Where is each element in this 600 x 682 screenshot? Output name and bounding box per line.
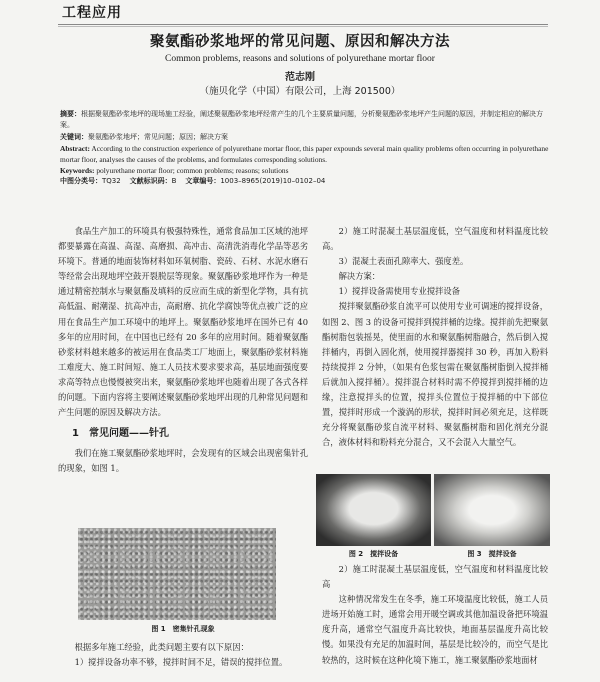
header-rule bbox=[58, 24, 548, 25]
abstract-cn bbox=[60, 108, 550, 131]
doc-code-value: B bbox=[171, 177, 177, 185]
solution-1-detail: 搅拌聚氨酯砂浆自流平可以使用专业可调速的搅拌设备，如图 2、图 3 的设备可搅拌到搅拌桶的边缘。搅拌前先把聚氨酯树脂包装摇晃，使里面的水和聚氨酯树脂融合，然后倒入搅拌桶内，再倒入固化剂，使用搅拌器搅拌 30 秒，再加入粉料持续搅拌 2 分钟，（如果有色浆包需在聚氨酯树脂倒入搅拌桶后就加入搅拌桶）。搅拌混合材料时需不停搅拌到搅拌桶的边缘，注意搅拌头的位置，搅拌头位置位于搅拌桶的中下部位置，搅拌时形成一个漩涡的形状，搅拌时间必须充足，这样既充分将聚氨酯砂浆自流平材料、聚氨酯树脂和固化剂充分混合，液体材料和粉料充分混合，又不会混入大量空气。 bbox=[322, 301, 548, 448]
keywords-en bbox=[60, 165, 550, 176]
paragraph-cause-1: 1）搅拌设备功率不够，搅拌时间不足，错误的搅拌位置。 bbox=[74, 657, 288, 668]
keywords-en-text: polyurethane mortar floor; common problems; reasons; solutions bbox=[96, 166, 289, 175]
left-column bbox=[58, 224, 308, 477]
paragraph-causes: 根据多年施工经验，此类问题主要有以下原因： bbox=[74, 642, 249, 652]
doc-code-label: 文献标识码： bbox=[129, 177, 172, 185]
solution-2: 2）施工时混凝土基层温度低，空气温度和材料温度比较高 bbox=[322, 564, 548, 590]
figure-1-caption: 图 1 密集针孔现象 bbox=[151, 625, 215, 633]
solution-heading: 解决方案： bbox=[338, 271, 381, 282]
figure-2-mixer-photo bbox=[316, 474, 431, 546]
abstract-cn-text: 根据聚氨酯砂浆地坪的现场施工经验，阐述聚氨酯砂浆地坪经常产生的几个主要质量问题，分析聚氨酯砂浆地坪产生问题的原因，并制定相应的解决方案。 bbox=[60, 110, 543, 129]
figure-1-pinholes-photo bbox=[78, 528, 276, 620]
article-author: 范志刚 bbox=[285, 72, 315, 83]
article-no-label: 文章编号： bbox=[185, 177, 221, 185]
solution-2-detail: 这种情况常发生在冬季，施工环境温度比较低，施工人员进场开始施工时，通常会用开暖空调或其他加温设备把环境温度升高，通常空气温度升高比较快，地面基层温度升高比较慢。如果没有充足的加温时间，基层是比较冷的，而空气是比较热的，这时候在这种化境下施工，施工聚氨酯砂浆地面材 bbox=[322, 594, 548, 665]
keywords-cn bbox=[60, 131, 550, 143]
right-column-bottom bbox=[322, 562, 548, 668]
clc-label: 中图分类号： bbox=[60, 177, 102, 185]
section-tag: 工程应用 bbox=[62, 5, 122, 21]
keywords-en-label: Keywords: bbox=[60, 166, 95, 175]
abstract-block bbox=[60, 108, 550, 187]
abstract-en-text: According to the construction experience of polyurethane mortar floor, this paper expounds several main quality problems often occurring in polyurethane mortar floor, analyses the causes of the problems, and formulates corresponding solutions. bbox=[60, 144, 549, 164]
left-column-bottom bbox=[58, 640, 308, 670]
cause-3: 3）混凝土表面孔隙率大、强度差。 bbox=[338, 256, 469, 267]
paragraph-pinholes: 我们在施工聚氨酯砂浆地坪时，会发现有的区域会出现密集针孔的现象，如图 1。 bbox=[58, 448, 308, 474]
clc-value: TQ32 bbox=[102, 177, 121, 185]
keywords-cn-text: 聚氨酯砂浆地坪；常见问题；原因；解决方案 bbox=[88, 133, 228, 141]
header-rule-secondary bbox=[58, 26, 548, 27]
abstract-en-label: Abstract: bbox=[60, 144, 90, 153]
abstract-cn-label: 摘要： bbox=[60, 109, 81, 118]
article-no-value: 1003–8965(2019)10–0102–04 bbox=[220, 177, 326, 185]
right-column bbox=[322, 224, 548, 450]
figure-3-mixer-photo bbox=[434, 474, 550, 546]
abstract-en bbox=[60, 143, 550, 165]
figure-3-caption: 图 3 搅拌设备 bbox=[467, 550, 517, 558]
cause-2: 2）施工时混凝土基层温度低，空气温度和材料温度比较高。 bbox=[322, 226, 548, 252]
intro-paragraph: 食品生产加工的环境具有极强特殊性，通常食品加工区域的池坪都要暴露在高温、高湿、高磨损、高冲击、高清洗消毒化学品等恶劣环境下。普通的地面装饰材料如环氧树脂、瓷砖、石材、水泥水磨石等经常会出现地坪空鼓开裂脱层等现象。聚氨酯砂浆地坪作为一种是通过精密控制水与聚氨酯及填料的反应而生成的新型化学物，具有抗高低温、耐潮湿、抗高冲击，高耐磨、抗化学腐蚀等优点被广泛的应用在食品生产加工环境中的地坪上。聚氨酯砂浆地坪在国外已有 40 多年的应用时间，在中国也已经有 20 多年的应用时间。随着聚氨酯砂浆材料越来越多的被运用在食品类工厂地面上，聚氨酯砂浆材料施工难度大、施工时间短、施工人员技术要求要求高，基层地面强度要求高等特点也慢慢被突出来，聚氨酯砂浆地坪也随着出现了各式各样的问题。下面内容将主要阐述聚氨酯砂浆地坪出现的几种常见问题和产生问题的原因及解决方法。 bbox=[58, 226, 308, 418]
article-title-en: Common problems, reasons and solutions of polyurethane mortar floor bbox=[165, 54, 435, 64]
section-heading-1: 1 常见问题——针孔 bbox=[72, 428, 169, 440]
solution-1: 1）搅拌设备需使用专业搅拌设备 bbox=[338, 286, 461, 297]
article-affiliation: （施贝化学（中国）有限公司，上海 201500） bbox=[199, 86, 401, 97]
classification-line bbox=[60, 176, 550, 187]
figure-2-caption: 图 2 搅拌设备 bbox=[348, 550, 399, 558]
article-title: 聚氨酯砂浆地坪的常见问题、原因和解决方法 bbox=[150, 34, 450, 50]
keywords-cn-label: 关键词： bbox=[60, 132, 88, 141]
